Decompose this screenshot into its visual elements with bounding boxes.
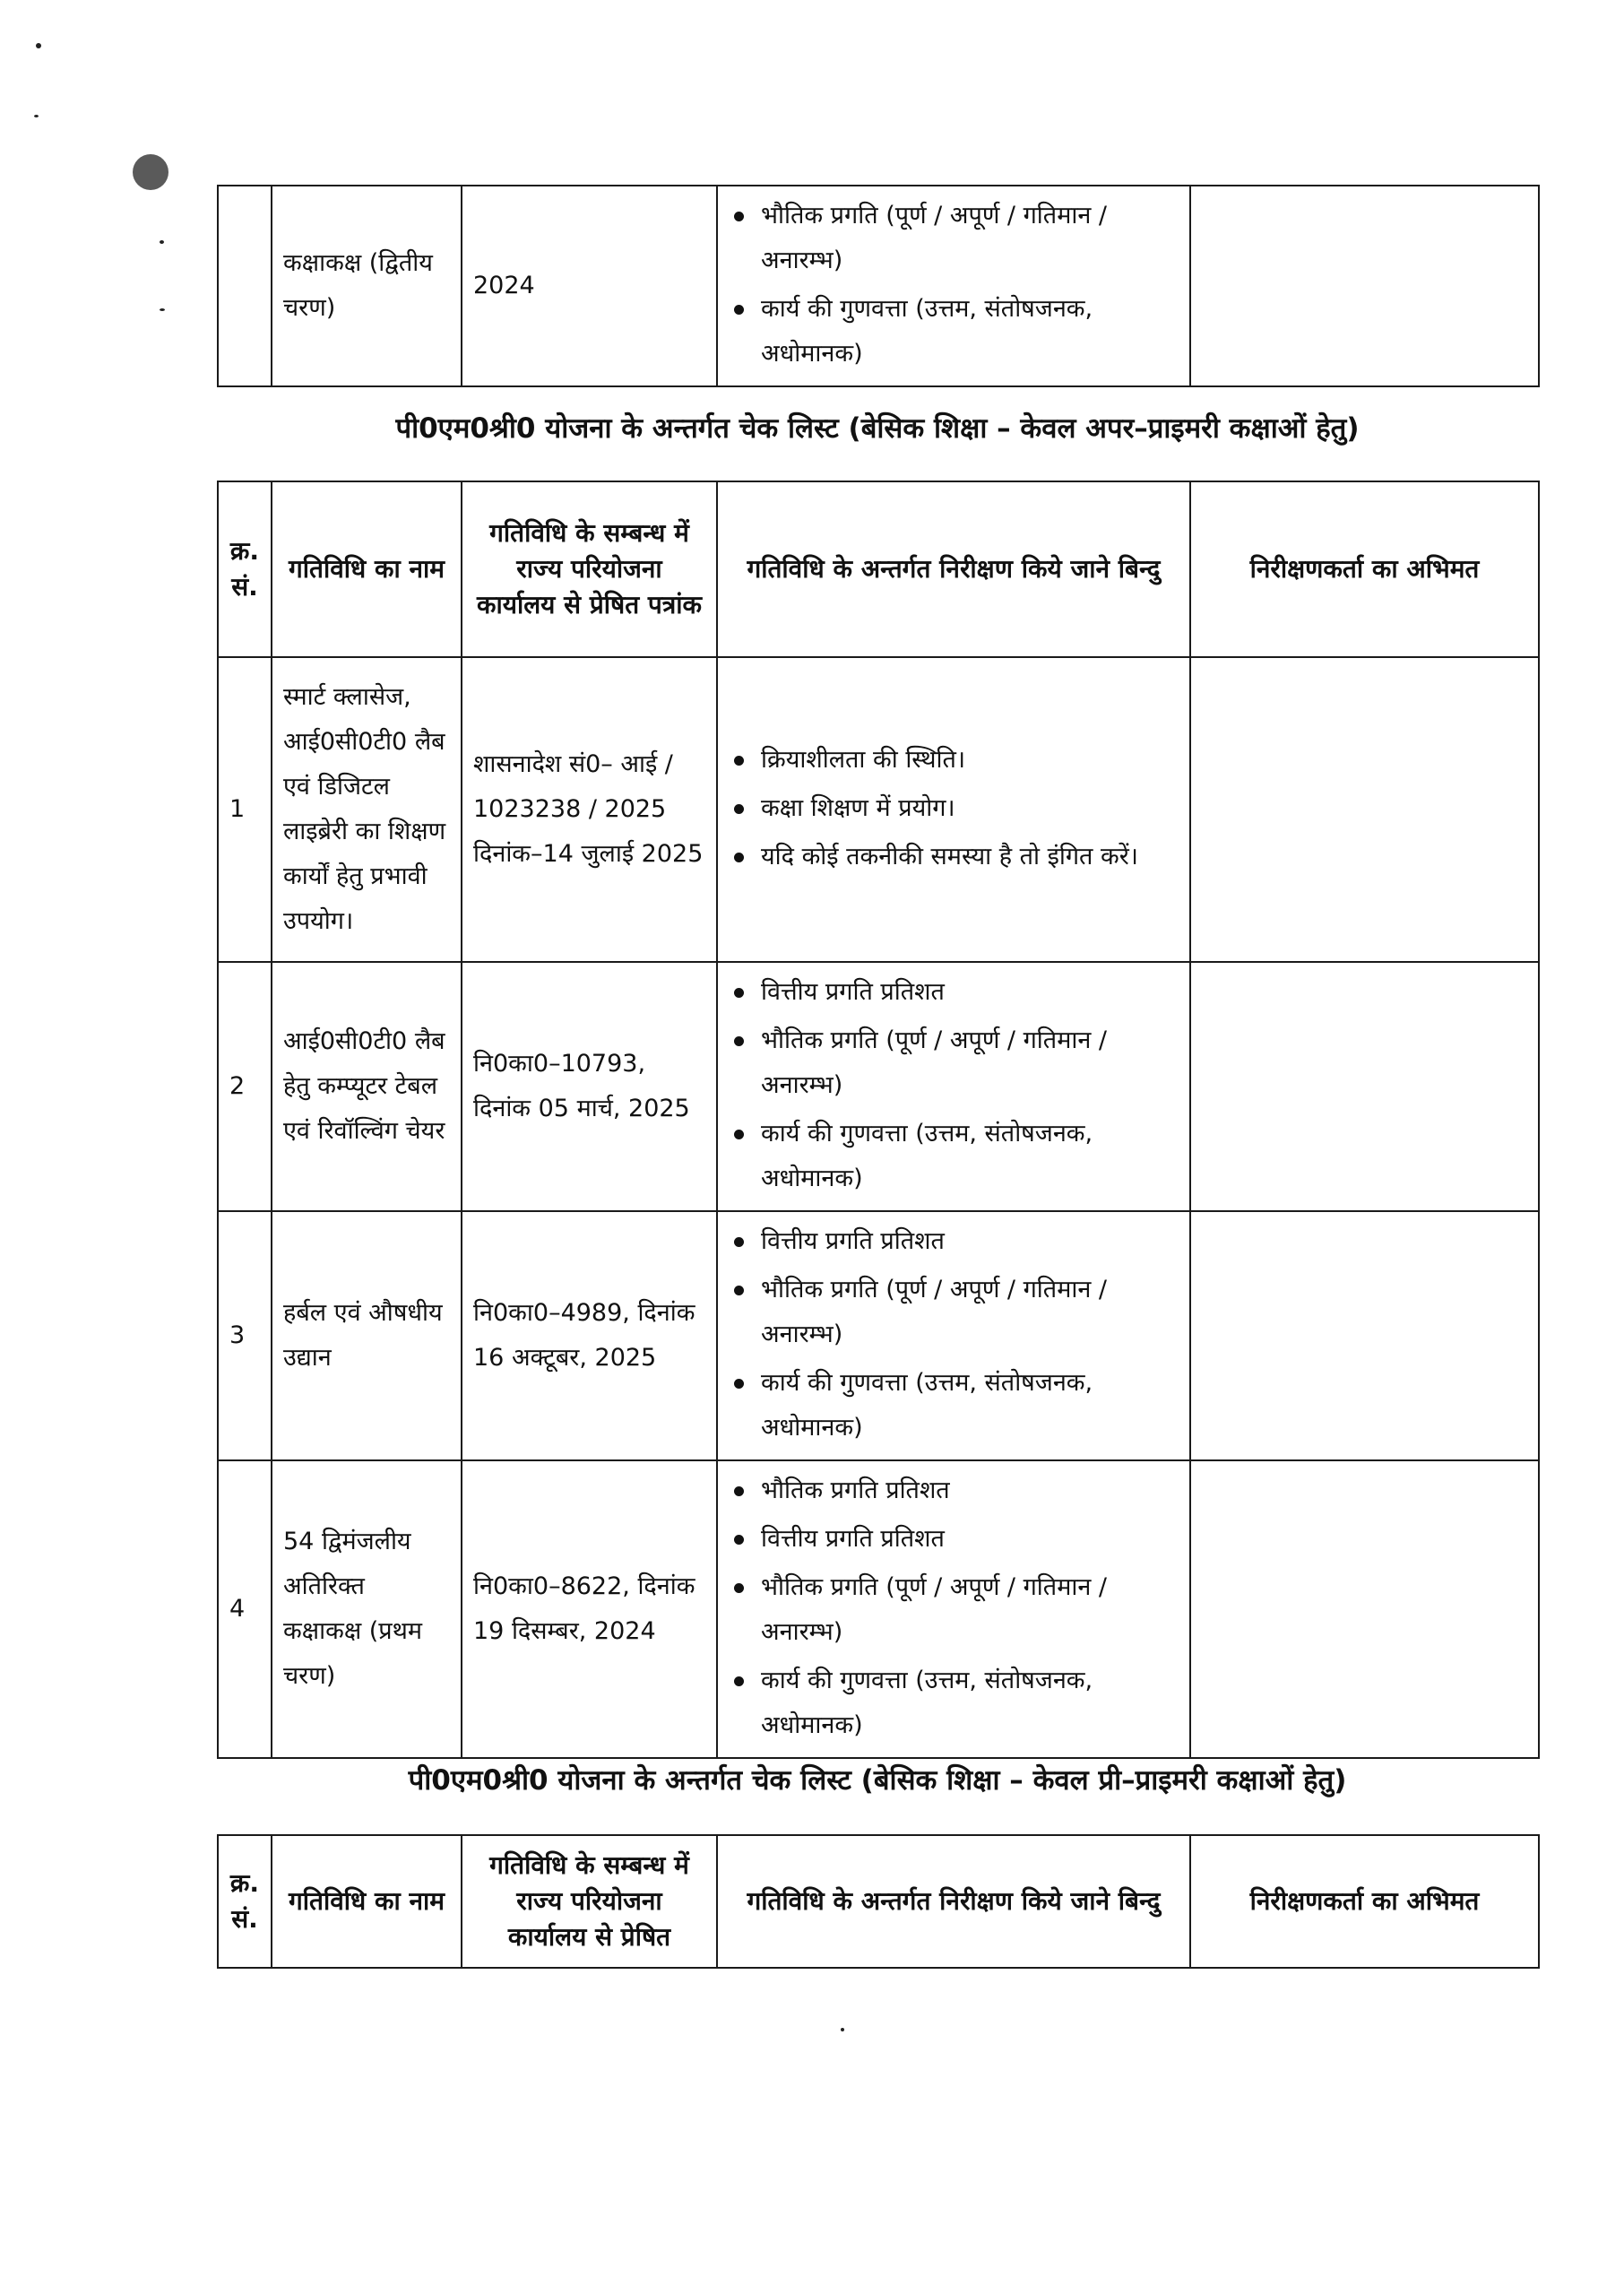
section-heading-pre-primary: पी0एम0श्री0 योजना के अन्तर्गत चेक लिस्ट (बेसिक शिक्षा – केवल प्री–प्राइमरी कक्षाओं हेतु)	[408, 1764, 1347, 1797]
letter-cell: शासनादेश सं0– आई / 1023238 / 2025 दिनांक–14 जुलाई 2025	[462, 657, 717, 962]
list-item: कक्षा शिक्षण में प्रयोग।	[729, 786, 1179, 831]
inspection-points-list	[729, 194, 1179, 377]
header-activity: गतिविधि का नाम	[272, 1835, 462, 1968]
inspection-points-cell	[717, 657, 1190, 962]
pre-primary-checklist-table	[217, 1834, 1540, 1969]
serial-cell	[218, 186, 272, 386]
continuation-table	[217, 185, 1540, 387]
serial-cell: 2	[218, 962, 272, 1211]
list-item: वित्तीय प्रगति प्रतिशत	[729, 1517, 1179, 1562]
list-item: कार्य की गुणवत्ता (उत्तम, संतोषजनक, अधोमानक)	[729, 1658, 1179, 1748]
punch-hole-mark	[133, 154, 168, 190]
list-item: कार्य की गुणवत्ता (उत्तम, संतोषजनक, अधोमानक)	[729, 1361, 1179, 1451]
letter-cell: नि0का0–10793, दिनांक 05 मार्च, 2025	[462, 962, 717, 1211]
table-row	[218, 1211, 1539, 1460]
letter-cell: नि0का0–8622, दिनांक 19 दिसम्बर, 2024	[462, 1460, 717, 1758]
scan-speck	[841, 2028, 844, 2031]
section-heading-upper-primary: पी0एम0श्री0 योजना के अन्तर्गत चेक लिस्ट (बेसिक शिक्षा – केवल अपर–प्राइमरी कक्षाओं हेतु)	[395, 412, 1360, 445]
header-activity: गतिविधि का नाम	[272, 481, 462, 657]
remarks-cell	[1190, 657, 1539, 962]
header-serial: क्र. सं.	[218, 1835, 272, 1968]
list-item: भौतिक प्रगति प्रतिशत	[729, 1468, 1179, 1513]
list-item: भौतिक प्रगति (पूर्ण / अपूर्ण / गतिमान / अनारम्भ)	[729, 1018, 1179, 1108]
activity-cell: कक्षाकक्ष (द्वितीय चरण)	[272, 186, 462, 386]
header-serial: क्र. सं.	[218, 481, 272, 657]
list-item: भौतिक प्रगति (पूर्ण / अपूर्ण / गतिमान / अनारम्भ)	[729, 1268, 1179, 1357]
inspection-points-cell	[717, 962, 1190, 1211]
table-row	[218, 186, 1539, 386]
activity-cell: हर्बल एवं औषधीय उद्यान	[272, 1211, 462, 1460]
scan-speck	[160, 308, 165, 311]
list-item: क्रियाशीलता की स्थिति।	[729, 738, 1179, 783]
scan-speck	[34, 115, 39, 117]
list-item: कार्य की गुणवत्ता (उत्तम, संतोषजनक, अधोमानक)	[729, 287, 1179, 377]
remarks-cell	[1190, 962, 1539, 1211]
header-inspection-points: गतिविधि के अन्तर्गत निरीक्षण किये जाने बिन्दु	[717, 481, 1190, 657]
inspection-points-list	[729, 970, 1179, 1201]
header-inspection-points: गतिविधि के अन्तर्गत निरीक्षण किये जाने बिन्दु	[717, 1835, 1190, 1968]
inspection-points-cell	[717, 1211, 1190, 1460]
serial-cell: 1	[218, 657, 272, 962]
upper-primary-checklist-table	[217, 481, 1540, 1759]
remarks-cell	[1190, 1211, 1539, 1460]
list-item: वित्तीय प्रगति प्रतिशत	[729, 1219, 1179, 1264]
list-item: यदि कोई तकनीकी समस्या है तो इंगित करें।	[729, 835, 1179, 879]
list-item: वित्तीय प्रगति प्रतिशत	[729, 970, 1179, 1015]
inspection-points-list	[729, 1468, 1179, 1748]
inspection-points-cell	[717, 1460, 1190, 1758]
activity-cell: स्मार्ट क्लासेज, आई0सी0टी0 लैब एवं डिजिटल लाइब्रेरी का शिक्षण कार्यों हेतु प्रभावी उपयोग।	[272, 657, 462, 962]
serial-cell: 3	[218, 1211, 272, 1460]
list-item: भौतिक प्रगति (पूर्ण / अपूर्ण / गतिमान / अनारम्भ)	[729, 194, 1179, 283]
table-header-row	[218, 1835, 1539, 1968]
remarks-cell	[1190, 1460, 1539, 1758]
scan-speck	[160, 240, 164, 244]
table-header-row	[218, 481, 1539, 657]
header-remarks: निरीक्षणकर्ता का अभिमत	[1190, 481, 1539, 657]
activity-cell: 54 द्विमंजलीय अतिरिक्त कक्षाकक्ष (प्रथम चरण)	[272, 1460, 462, 1758]
header-letter: गतिविधि के सम्बन्ध में राज्य परियोजना कार्यालय से प्रेषित पत्रांक	[462, 481, 717, 657]
scan-speck	[36, 43, 41, 48]
list-item: कार्य की गुणवत्ता (उत्तम, संतोषजनक, अधोमानक)	[729, 1112, 1179, 1201]
list-item: भौतिक प्रगति (पूर्ण / अपूर्ण / गतिमान / अनारम्भ)	[729, 1565, 1179, 1655]
activity-cell: आई0सी0टी0 लैब हेतु कम्प्यूटर टेबल एवं रिवॉल्विंग चेयर	[272, 962, 462, 1211]
table-row	[218, 1460, 1539, 1758]
table-row	[218, 962, 1539, 1211]
table-row	[218, 657, 1539, 962]
letter-cell: नि0का0–4989, दिनांक 16 अक्टूबर, 2025	[462, 1211, 717, 1460]
inspection-points-list	[729, 738, 1179, 879]
serial-cell: 4	[218, 1460, 272, 1758]
letter-cell: 2024	[462, 186, 717, 386]
header-letter: गतिविधि के सम्बन्ध में राज्य परियोजना कार्यालय से प्रेषित	[462, 1835, 717, 1968]
inspection-points-cell	[717, 186, 1190, 386]
remarks-cell	[1190, 186, 1539, 386]
header-remarks: निरीक्षणकर्ता का अभिमत	[1190, 1835, 1539, 1968]
inspection-points-list	[729, 1219, 1179, 1451]
